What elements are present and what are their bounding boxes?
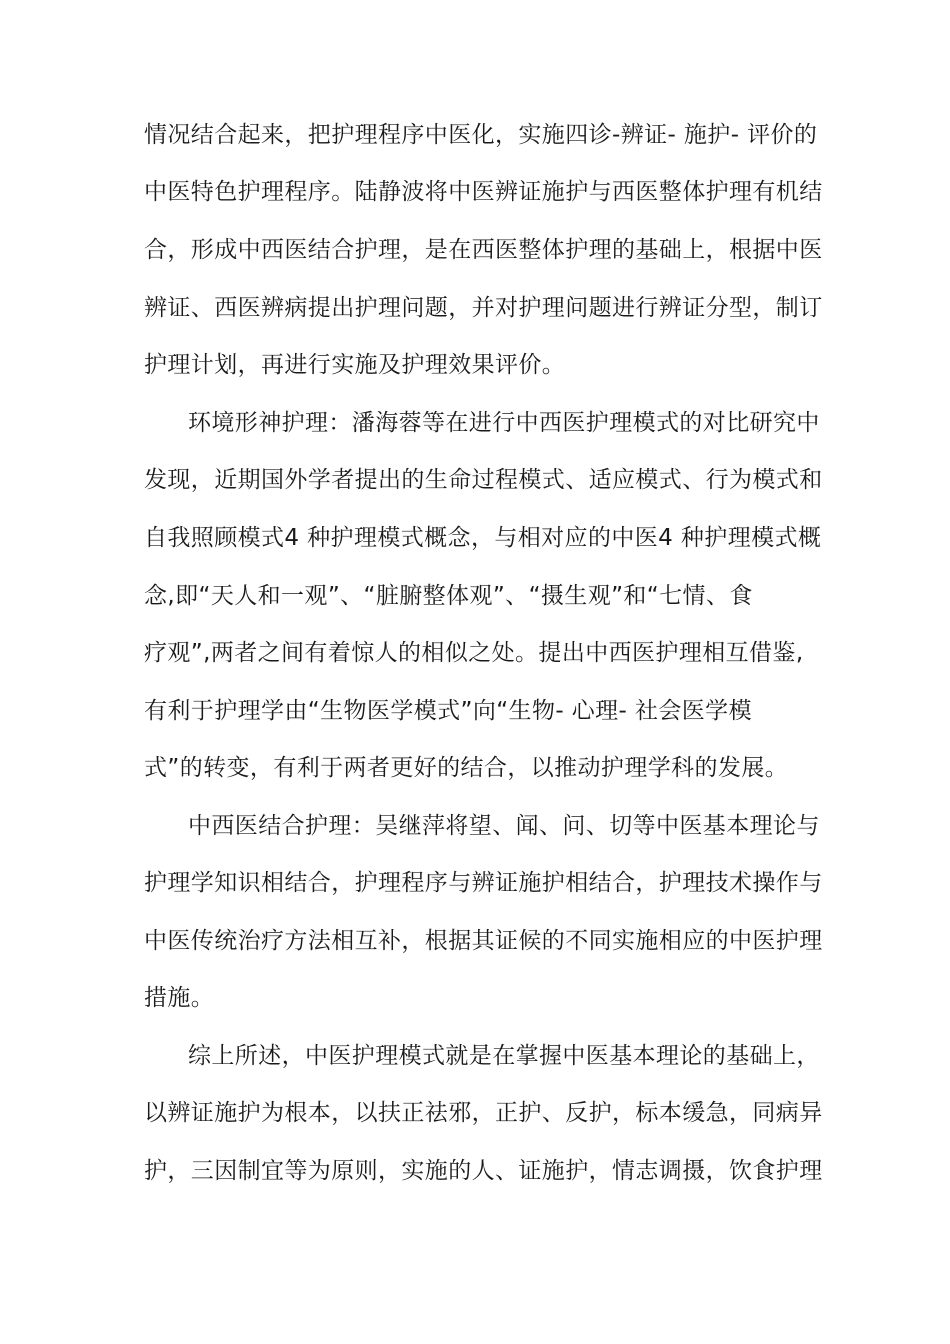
text-line: 念,即“天人和一观”、“脏腑整体观”、“摄生观”和“七情、食	[144, 583, 753, 609]
text-line: 自我照顾模式4 种护理模式概念，与相对应的中医4 种护理模式概	[144, 525, 822, 551]
text-line: 护理学知识相结合，护理程序与辨证施护相结合，护理技术操作与	[144, 870, 823, 896]
text-line: 有利于护理学由“生物医学模式”向“生物- 心理- 社会医学模	[144, 698, 752, 724]
text-line: 护理计划，再进行实施及护理效果评价。	[144, 352, 566, 378]
text-line: 合，形成中西医结合护理，是在西医整体护理的基础上，根据中医	[144, 237, 823, 263]
paragraph-first-line: 中西医结合护理：吴继萍将望、闻、问、切等中医基本理论与	[188, 813, 820, 839]
text-line: 情况结合起来，把护理程序中医化，实施四诊-辨证- 施护- 评价的	[144, 122, 818, 148]
text-line: 式”的转变，有利于两者更好的结合，以推动护理学科的发展。	[144, 755, 789, 781]
text-line: 发现，近期国外学者提出的生命过程模式、适应模式、行为模式和	[144, 467, 823, 493]
text-line: 护，三因制宜等为原则，实施的人、证施护，情志调摄，饮食护理	[144, 1158, 823, 1184]
paragraph-first-line: 综上所述，中医护理模式就是在掌握中医基本理论的基础上，	[188, 1043, 820, 1069]
text-line: 中医传统治疗方法相互补，根据其证候的不同实施相应的中医护理	[144, 928, 823, 954]
text-line: 辨证、西医辨病提出护理问题，并对护理问题进行辨证分型，制订	[144, 295, 823, 321]
paragraph-first-line: 环境形神护理：潘海蓉等在进行中西医护理模式的对比研究中	[188, 410, 820, 436]
text-line: 措施。	[144, 985, 215, 1011]
text-line: 中医特色护理程序。陆静波将中医辨证施护与西医整体护理有机结	[144, 179, 823, 205]
text-line: 疗观”,两者之间有着惊人的相似之处。提出中西医护理相互借鉴,	[144, 640, 804, 666]
text-line: 以辨证施护为根本，以扶正祛邪，正护、反护，标本缓急，同病异	[144, 1100, 823, 1126]
